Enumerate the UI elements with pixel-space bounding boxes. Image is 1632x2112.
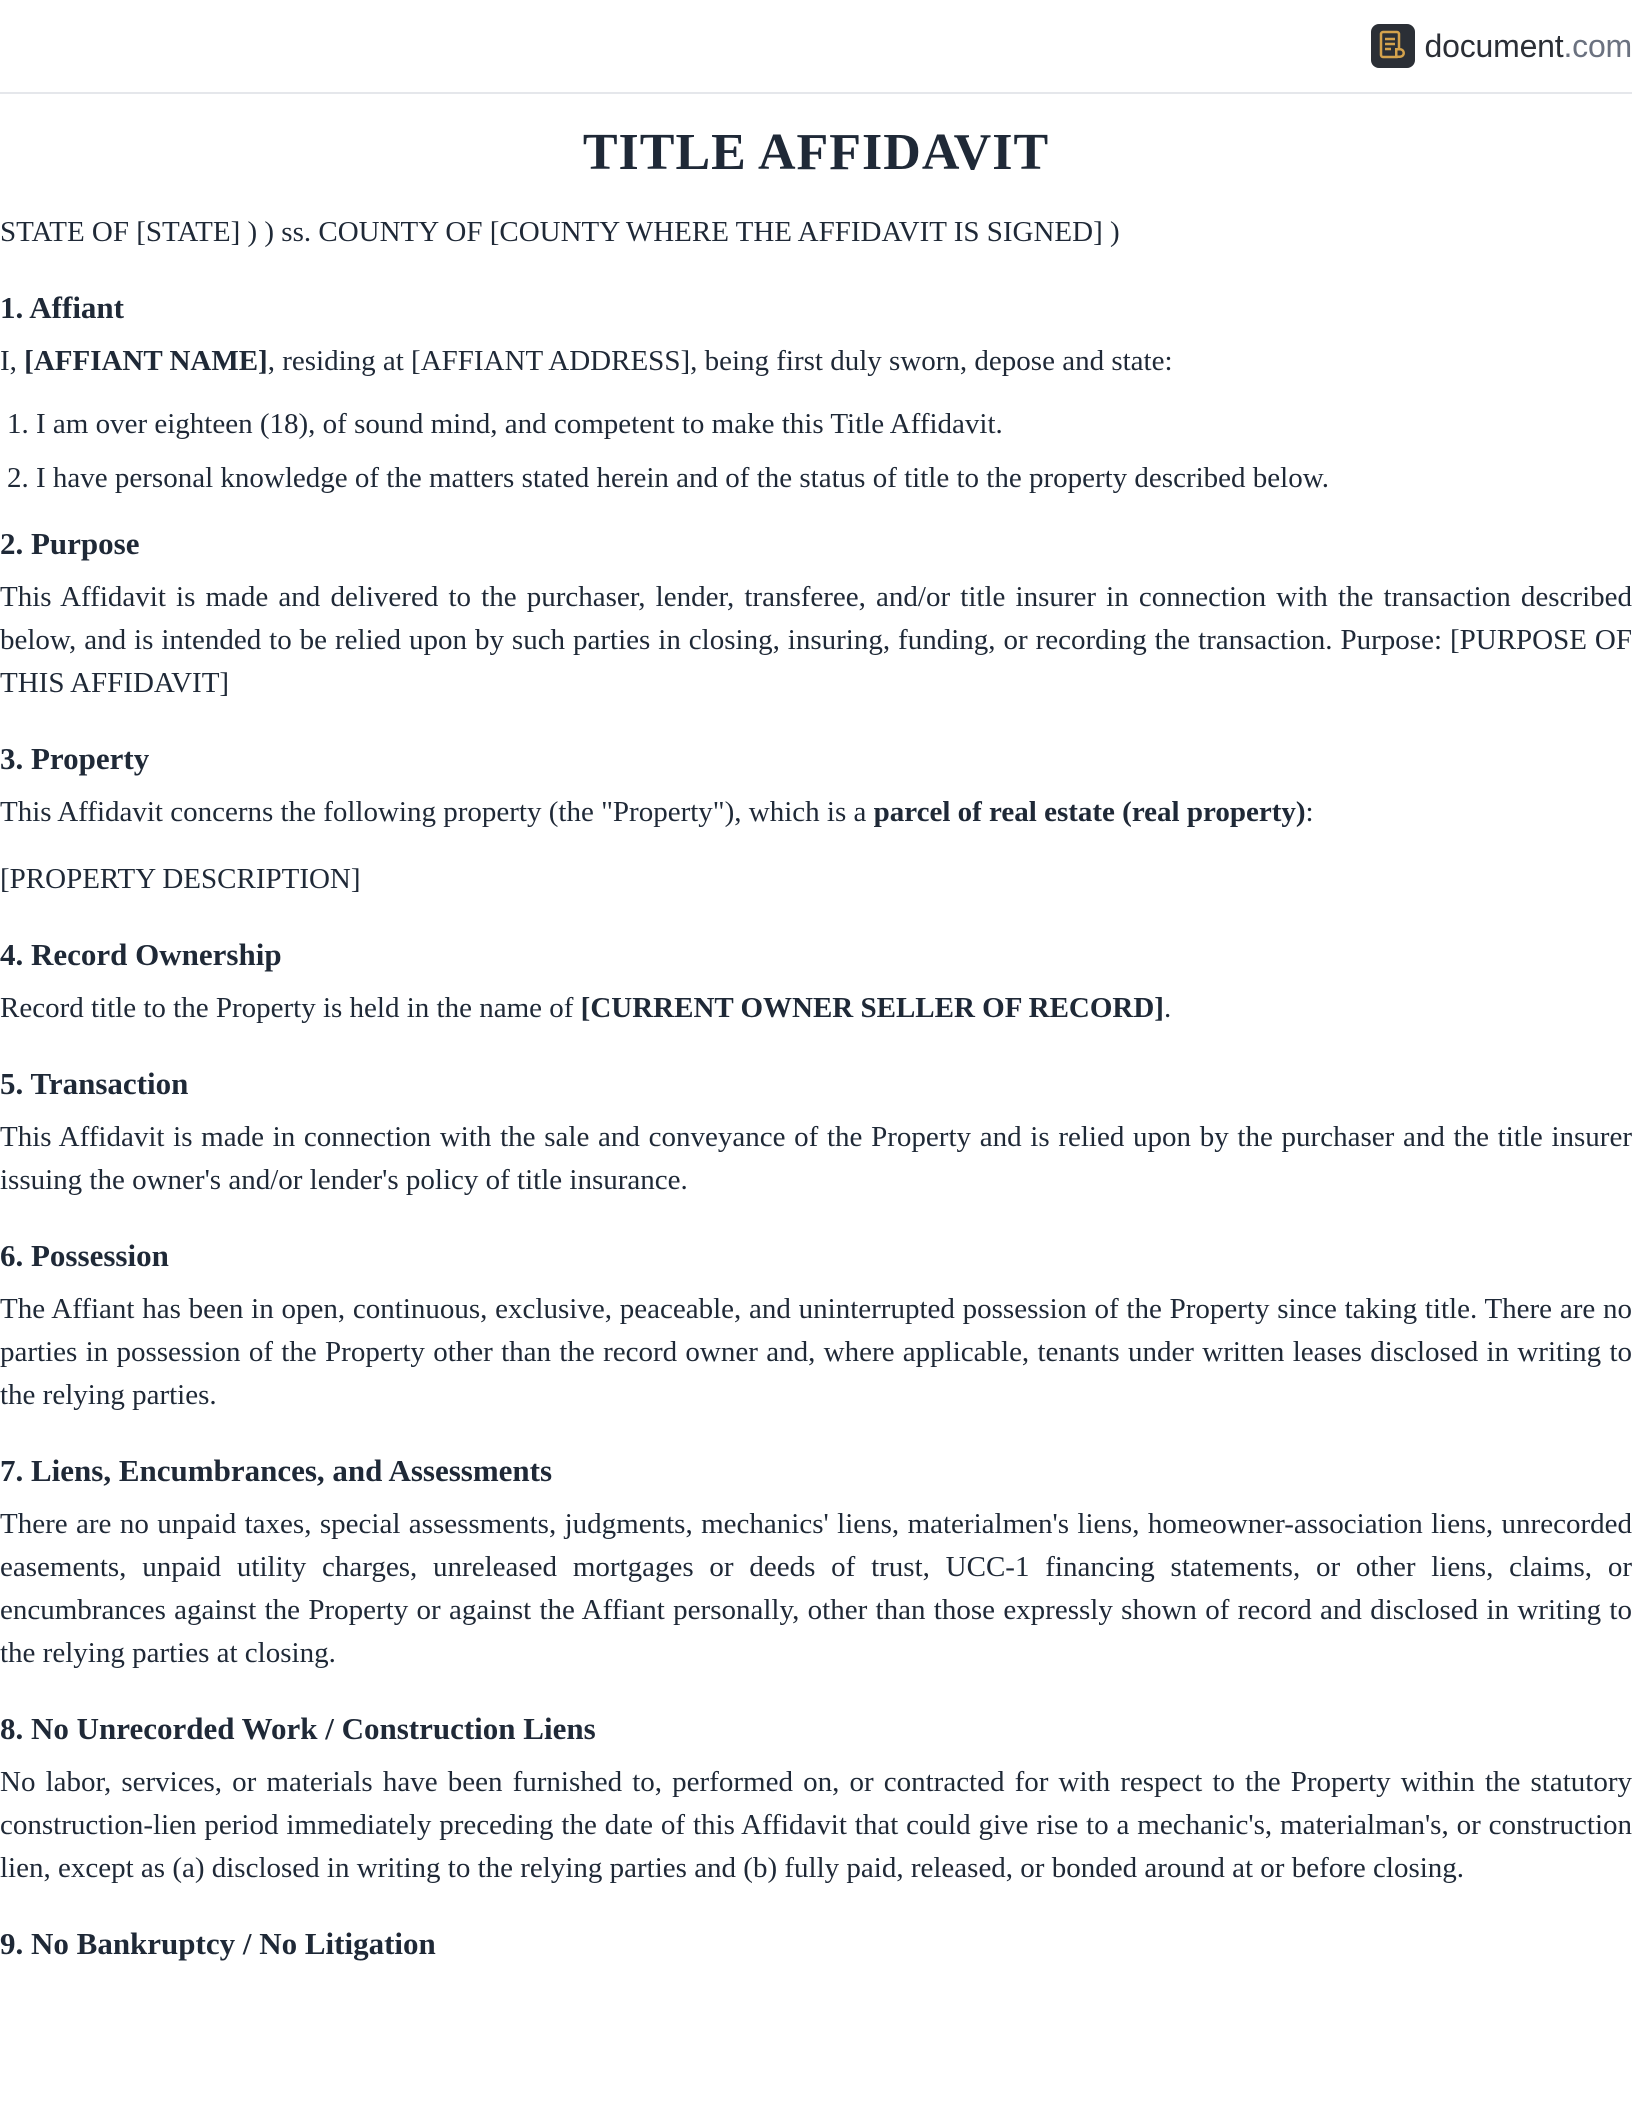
document-body	[0, 114, 1632, 1966]
property-description: [PROPERTY DESCRIPTION]	[0, 863, 361, 895]
section-text: The Affiant has been in open, continuous, exclusive, peaceable, and uninterrupted possession of the Property since taking title. There are no parties in possession of the Property other than the record owner and, where applicable, tenants under written leases disclosed in writing to the relying parties.	[0, 1293, 1632, 1411]
affiant-intro-suffix: , residing at [AFFIANT ADDRESS], being first duly sworn, depose and state:	[267, 345, 1173, 377]
ownership-text-prefix: Record title to the Property is held in the name of	[0, 992, 581, 1024]
section-heading: 4. Record Ownership	[0, 937, 282, 972]
section-text	[0, 987, 1632, 1030]
section-bankruptcy	[0, 1922, 1632, 1966]
section-heading: 5. Transaction	[0, 1066, 189, 1101]
section-text: This Affidavit is made in connection with the sale and conveyance of the Property and is relied upon by the purchaser and the title insurer issuing the owner's and/or lender's policy of title insurance.	[0, 1121, 1632, 1196]
property-text-suffix: :	[1305, 796, 1314, 828]
document-title: TITLE AFFIDAVIT	[582, 124, 1050, 181]
header-bar	[0, 0, 1632, 94]
section-text	[0, 791, 1632, 834]
record-owner: [CURRENT OWNER SELLER OF RECORD]	[580, 992, 1164, 1024]
affiant-name: [AFFIANT NAME]	[24, 345, 268, 377]
section-text: No labor, services, or materials have been furnished to, performed on, or contracted for with respect to the Property within the statutory construction-lien period immediately preceding the date of this Affidavit that could give rise to a mechanic's, materialman's, or construction lien, except as (a) disclosed in writing to the relying parties and (b) fully paid, released, or bonded around at or before closing.	[0, 1766, 1632, 1884]
section-heading: 2. Purpose	[0, 526, 140, 561]
ownership-text-suffix: .	[1163, 992, 1172, 1024]
section-unrecorded-work	[0, 1707, 1632, 1890]
section-text: This Affidavit is made and delivered to the purchaser, lender, transferee, and/or title insurer in connection with the transaction described below, and is intended to be relied upon by such parties in closing, insuring, funding, or recording the transaction. Purpose: [PURPOSE OF THIS AFFIDAVIT]	[0, 581, 1632, 699]
property-text-prefix: This Affidavit concerns the following property (the "Property"), which is a	[0, 796, 874, 828]
document-logo-icon	[1371, 24, 1415, 68]
section-affiant	[0, 286, 1632, 500]
section-liens	[0, 1449, 1632, 1675]
affiant-intro	[0, 340, 1632, 383]
section-heading: 3. Property	[0, 741, 150, 776]
brand-name: document	[1424, 27, 1564, 64]
brand-logo[interactable]	[1371, 24, 1632, 68]
affiant-statements	[0, 403, 1632, 500]
section-possession	[0, 1234, 1632, 1417]
list-item: 1. I am over eighteen (18), of sound mind, and competent to make this Title Affidavit.	[36, 403, 1632, 446]
section-heading: 6. Possession	[0, 1238, 169, 1273]
section-transaction	[0, 1062, 1632, 1202]
affiant-intro-prefix: I,	[0, 345, 25, 377]
list-item: 2. I have personal knowledge of the matters stated herein and of the status of title to the property described below.	[36, 457, 1632, 500]
section-record-ownership	[0, 933, 1632, 1030]
venue-caption: STATE OF [STATE] ) ) ss. COUNTY OF [COUNTY WHERE THE AFFIDAVIT IS SIGNED] )	[0, 216, 1120, 248]
section-property	[0, 737, 1632, 901]
section-text: There are no unpaid taxes, special assessments, judgments, mechanics' liens, materialmen's liens, homeowner-association liens, unrecorded easements, unpaid utility charges, unreleased mortgages or deeds of trust, UCC-1 financing statements, or other liens, claims, or encumbrances against the Property or against the Affiant personally, other than those expressly shown of record and disclosed in writing to the relying parties at closing.	[0, 1508, 1632, 1669]
section-heading: 8. No Unrecorded Work / Construction Liens	[0, 1711, 596, 1746]
brand-wordmark	[1425, 28, 1632, 65]
section-purpose	[0, 522, 1632, 705]
brand-tld: .com	[1563, 27, 1632, 64]
section-heading: 9. No Bankruptcy / No Litigation	[0, 1926, 436, 1961]
property-type: parcel of real estate (real property)	[873, 796, 1306, 828]
section-heading: 7. Liens, Encumbrances, and Assessments	[0, 1453, 553, 1488]
section-heading: 1. Affiant	[0, 290, 124, 325]
